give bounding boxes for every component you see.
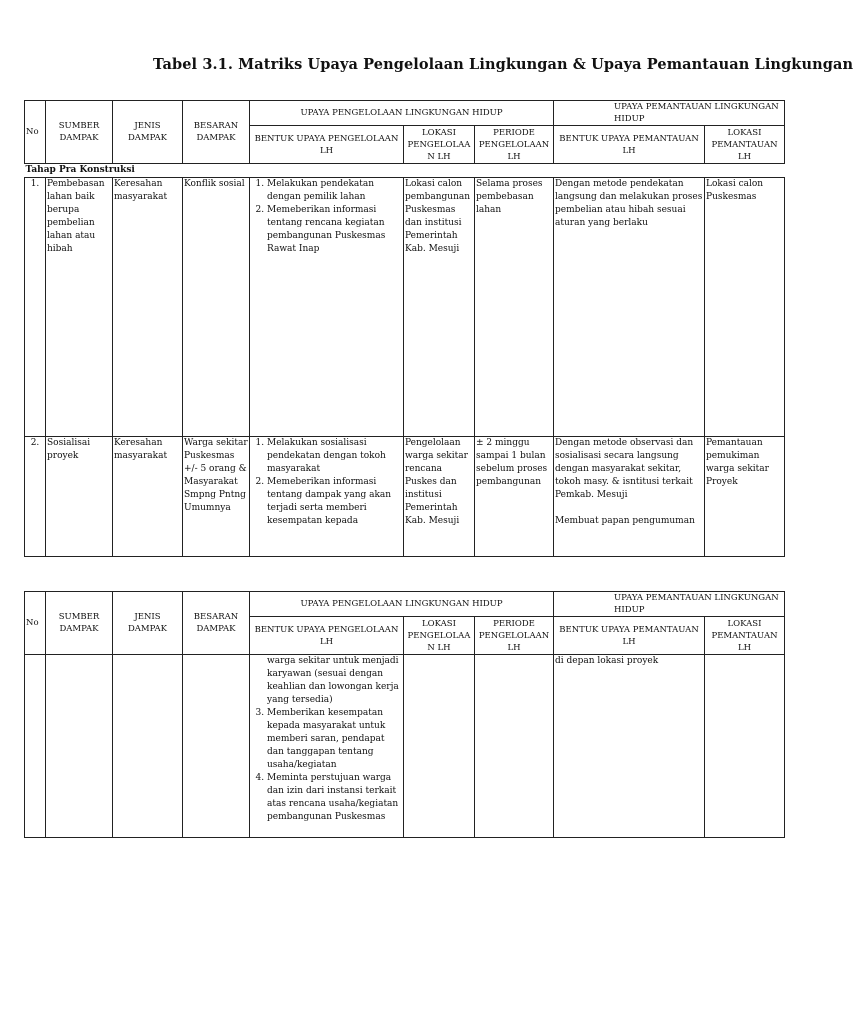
row-1-periode: Selama proses pembebasan lahan bbox=[475, 178, 554, 437]
cont-bentuk-text: warga sekitar untuk menjadi karyawan (sesuai dengan keahlian dan lowongan kerja yang tersedia) bbox=[267, 656, 399, 705]
header-lokasi-pengelolaan: LOKASI PENGELOLAAN LH bbox=[404, 126, 475, 164]
header-upaya-pengelolaan: UPAYA PENGELOLAAN LINGKUNGAN HIDUP bbox=[250, 101, 554, 126]
header-lokasi-pemantauan: LOKASI PEMANTAUAN LH bbox=[705, 126, 785, 164]
row-2-lokasi: Pengelolaan warga sekitar rencana Puskes dan institusi Pemerintah Kab. Mesuji bbox=[404, 437, 475, 557]
row-2-besaran: Warga sekitar Puskesmas +/- 5 orang & Masyarakat Smpng Pntng Umumnya bbox=[183, 437, 250, 557]
row-1-pemantauan: Dengan metode pendekatan langsung dan melakukan proses pembelian atau hibah sesuai aturan yang berlaku bbox=[554, 178, 705, 437]
header-lokasi-pemantauan: LOKASI PEMANTAUAN LH bbox=[705, 617, 785, 655]
header-lokasi-pengelolaan: LOKASI PENGELOLAAN LH bbox=[404, 617, 475, 655]
row-2-pemantauan-text: Dengan metode observasi dan sosialisasi secara langsung dengan masyarakat sekitar, tokoh masy. & isntitusi terkait Pemkab. Mesuji bbox=[555, 438, 694, 500]
row-2-lokasi-pemantauan: Pemantauan pemukiman warga sekitar Proyek bbox=[705, 437, 785, 557]
header-bentuk-pengelolaan: BENTUK UPAYA PENGELOLAAN LH bbox=[250, 126, 404, 164]
header-upaya-pemantauan: UPAYA PEMANTAUAN LINGKUNGAN HIDUP bbox=[554, 592, 785, 617]
table-row bbox=[25, 655, 785, 838]
header-jenis-dampak: JENIS DAMPAK bbox=[113, 592, 183, 655]
row-2-no: 2. bbox=[25, 437, 46, 557]
page-title: Tabel 3.1. Matriks Upaya Pengelolaan Lingkungan & Upaya Pemantauan Lingkungan bbox=[153, 56, 853, 73]
table-row bbox=[25, 178, 785, 437]
matrix-table-part-2 bbox=[24, 591, 784, 829]
header-bentuk-pemantauan: BENTUK UPAYA PEMANTAUAN LH bbox=[554, 126, 705, 164]
row-2-jenis: Keresahan masyarakat bbox=[113, 437, 183, 557]
row-1-lokasi-pemantauan: Lokasi calon Puskesmas bbox=[705, 178, 785, 437]
row-1-bentuk-item: 1. Melakukan pendekatan dengan pemilik lahan bbox=[267, 178, 402, 204]
header-upaya-pemantauan: UPAYA PEMANTAUAN LINGKUNGAN HIDUP bbox=[554, 101, 785, 126]
cont-bentuk bbox=[250, 655, 404, 838]
matrix-table-part-1 bbox=[24, 100, 784, 526]
row-2-bentuk-item: 1. Melakukan sosialisasi pendekatan dengan tokoh masyarakat bbox=[267, 437, 402, 476]
cont-bentuk-item: 3. Memberikan kesempatan kepada masyarakat untuk memberi saran, pendapat dan tanggapan tentang usaha/kegiatan bbox=[267, 707, 402, 772]
header-upaya-pengelolaan: UPAYA PENGELOLAAN LINGKUNGAN HIDUP bbox=[250, 592, 554, 617]
table-row bbox=[25, 437, 785, 557]
header-periode-pengelolaan: PERIODE PENGELOLAAN LH bbox=[475, 617, 554, 655]
row-2-pemantauan bbox=[554, 437, 705, 557]
row-2-bentuk bbox=[250, 437, 404, 557]
phase-label: Tahap Pra Konstruksi bbox=[25, 164, 785, 178]
header-bentuk-pemantauan: BENTUK UPAYA PEMANTAUAN LH bbox=[554, 617, 705, 655]
cont-bentuk-item: 4. Meminta perstujuan warga dan izin dari instansi terkait atas rencana usaha/kegiatan pembangunan Puskesmas bbox=[267, 772, 402, 824]
row-1-lokasi: Lokasi calon pembangunan Puskesmas dan institusi Pemerintah Kab. Mesuji bbox=[404, 178, 475, 437]
header-besaran-dampak: BESARAN DAMPAK bbox=[183, 101, 250, 164]
row-1-sumber: Pembebasan lahan baik berupa pembelian lahan atau hibah bbox=[46, 178, 113, 437]
header-periode-pengelolaan: PERIODE PENGELOLAAN LH bbox=[475, 126, 554, 164]
row-2-periode: ± 2 minggu sampai 1 bulan sebelum proses pembangunan bbox=[475, 437, 554, 557]
row-1-jenis: Keresahan masyarakat bbox=[113, 178, 183, 437]
header-no: No bbox=[25, 101, 46, 164]
header-no: No bbox=[25, 592, 46, 655]
row-2-sumber: Sosialisai proyek bbox=[46, 437, 113, 557]
row-2-pemantauan-text: Membuat papan pengumuman bbox=[555, 516, 695, 526]
row-1-no: 1. bbox=[25, 178, 46, 437]
header-bentuk-pengelolaan: BENTUK UPAYA PENGELOLAAN LH bbox=[250, 617, 404, 655]
row-1-besaran: Konflik sosial bbox=[183, 178, 250, 437]
row-1-bentuk-item: 2. Memeberikan informasi tentang rencana kegiatan pembangunan Puskesmas Rawat Inap bbox=[267, 204, 402, 256]
row-2-bentuk-item: 2. Memeberikan informasi tentang dampak yang akan terjadi serta memberi kesempatan kepada bbox=[267, 476, 402, 528]
cont-pemantauan: di depan lokasi proyek bbox=[554, 655, 705, 838]
header-besaran-dampak: BESARAN DAMPAK bbox=[183, 592, 250, 655]
row-1-bentuk bbox=[250, 178, 404, 437]
header-jenis-dampak: JENIS DAMPAK bbox=[113, 101, 183, 164]
header-sumber-dampak: SUMBER DAMPAK bbox=[46, 101, 113, 164]
header-sumber-dampak: SUMBER DAMPAK bbox=[46, 592, 113, 655]
